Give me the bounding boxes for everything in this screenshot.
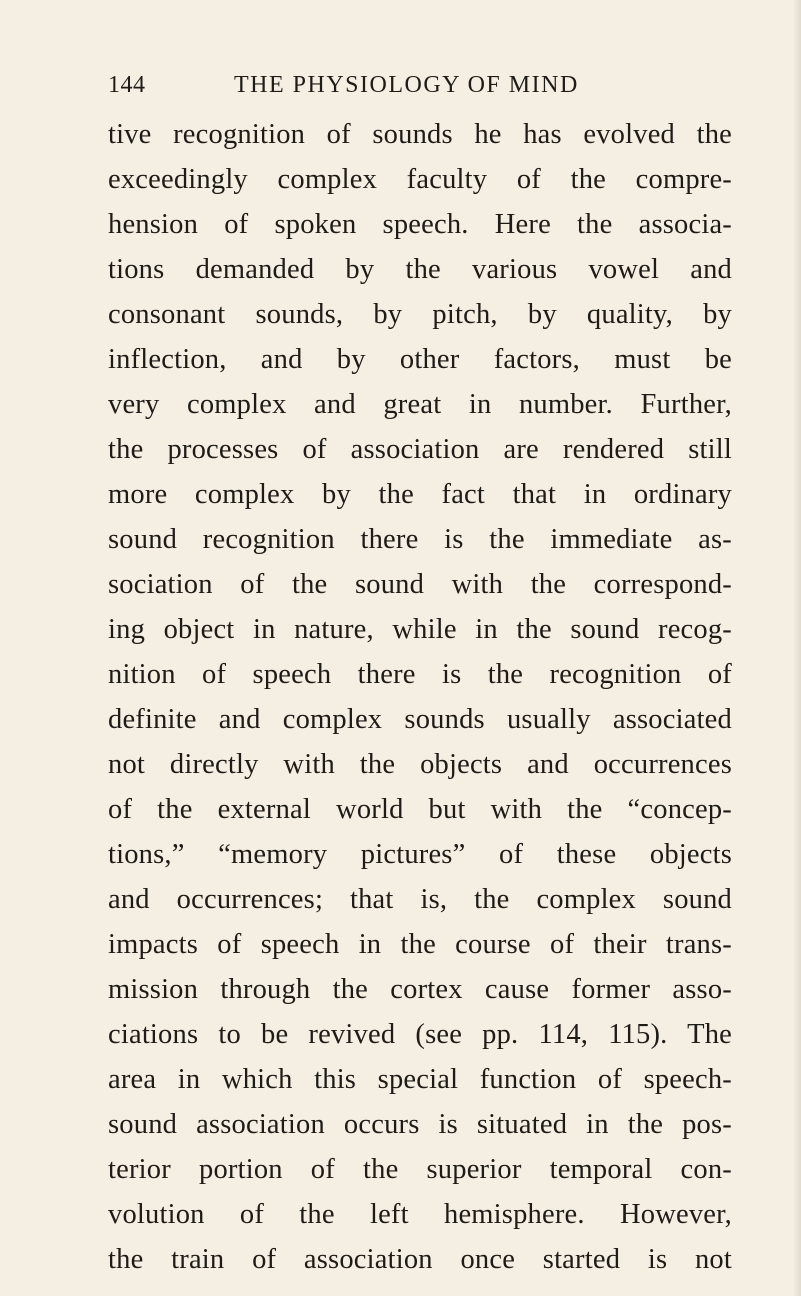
body-text: [108, 112, 732, 1282]
text-line: area in which this special function of speech-: [108, 1064, 732, 1095]
text-line: terior portion of the superior temporal con-: [108, 1154, 732, 1185]
text-line: tions demanded by the various vowel and: [108, 254, 732, 285]
text-line: the processes of association are rendered still: [108, 434, 732, 465]
text-line: of the external world but with the “concep-: [108, 794, 732, 825]
text-line: volution of the left hemisphere. However,: [108, 1199, 732, 1230]
page-number: 144: [108, 72, 146, 98]
text-line: very complex and great in number. Further,: [108, 389, 732, 420]
text-line: the train of association once started is not: [108, 1244, 732, 1275]
text-line: ing object in nature, while in the sound recog-: [108, 614, 732, 645]
text-line: definite and complex sounds usually associated: [108, 704, 732, 735]
running-title: THE PHYSIOLOGY OF MIND: [234, 72, 579, 98]
text-line: nition of speech there is the recognition of: [108, 659, 732, 690]
page-edge-shadow: [793, 0, 801, 1296]
text-line: ciations to be revived (see pp. 114, 115). The: [108, 1019, 732, 1050]
text-line: not directly with the objects and occurrences: [108, 749, 732, 780]
text-line: impacts of speech in the course of their trans-: [108, 929, 732, 960]
text-line: hension of spoken speech. Here the associa-: [108, 209, 732, 240]
text-line: and occurrences; that is, the complex sound: [108, 884, 732, 915]
text-line: exceedingly complex faculty of the compre-: [108, 164, 732, 195]
text-line: consonant sounds, by pitch, by quality, by: [108, 299, 732, 330]
text-line: sound association occurs is situated in the pos-: [108, 1109, 732, 1140]
text-line: tions,” “memory pictures” of these objects: [108, 839, 732, 870]
text-line: sociation of the sound with the correspond-: [108, 569, 732, 600]
text-line: sound recognition there is the immediate as-: [108, 524, 732, 555]
text-line: more complex by the fact that in ordinary: [108, 479, 732, 510]
text-line: inflection, and by other factors, must be: [108, 344, 732, 375]
text-line: tive recognition of sounds he has evolved the: [108, 119, 732, 150]
running-head: [108, 72, 700, 102]
text-line: mission through the cortex cause former asso-: [108, 974, 732, 1005]
